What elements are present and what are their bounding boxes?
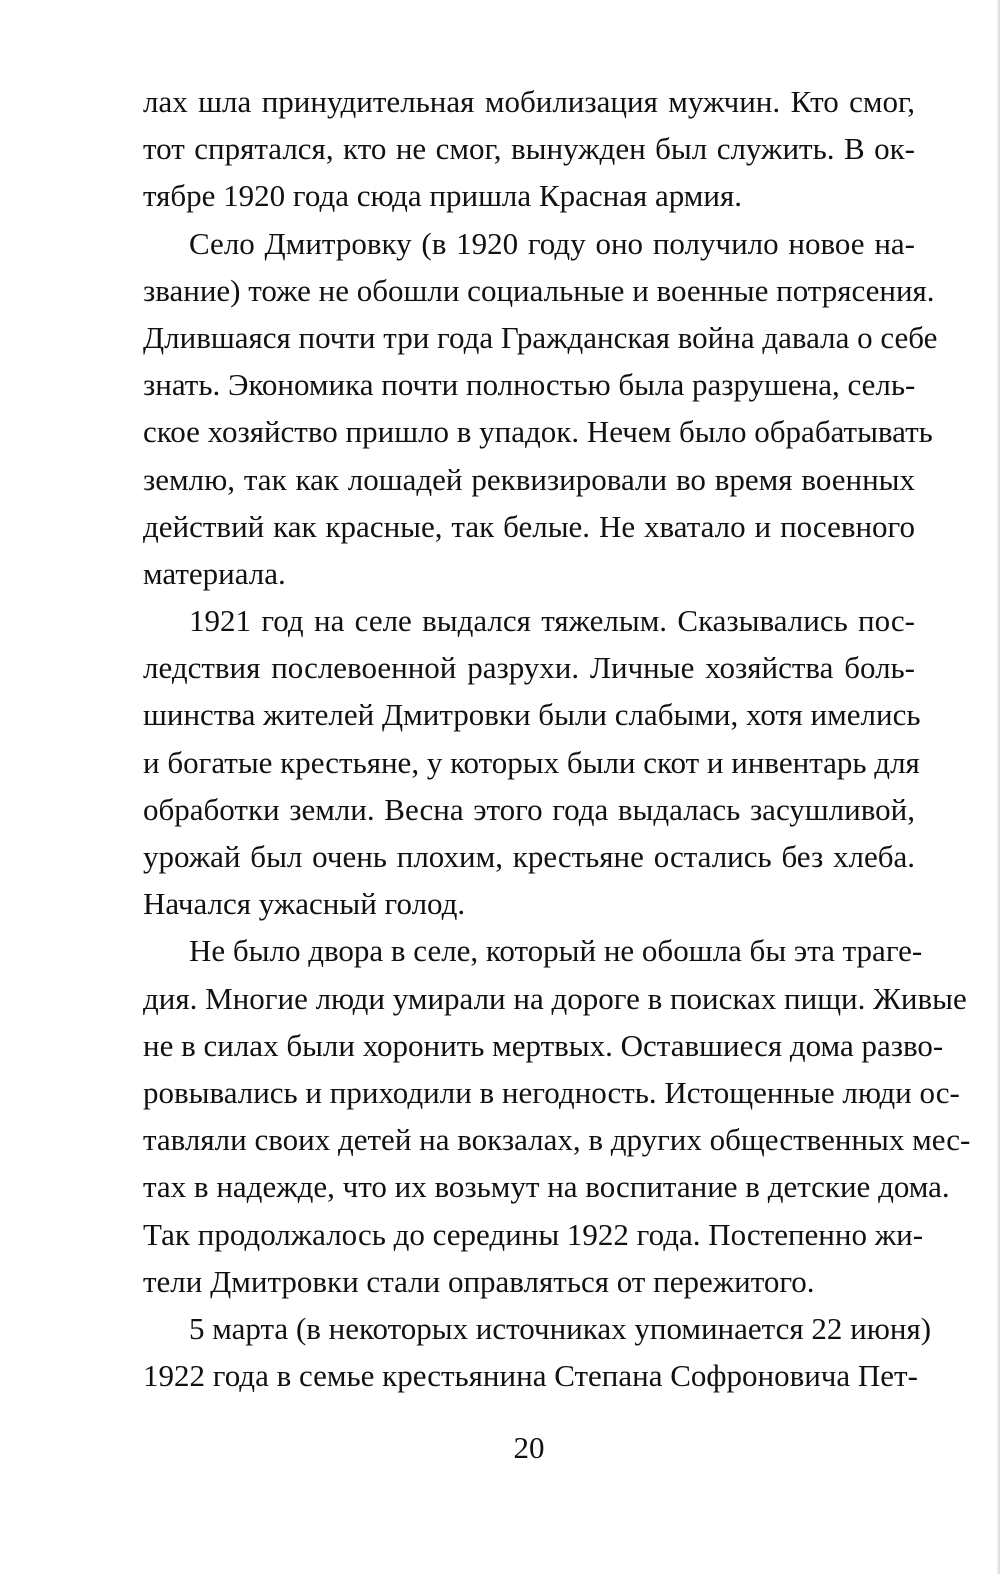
paragraph-first-line: 1921 год на селе выдался тяжелым. Сказывались пос- <box>189 603 915 639</box>
text-line: ское хозяйство пришло в упадок. Нечем было обрабатывать <box>143 414 933 450</box>
text-line: обработки земли. Весна этого года выдалась засушливой, <box>143 791 915 827</box>
text-line: тели Дмитровки стали оправляться от пережитого. <box>143 1263 815 1299</box>
text-line: ледствия послевоенной разрухи. Личные хозяйства боль- <box>143 650 915 686</box>
page-number: 20 <box>513 1430 545 1465</box>
text-line: и богатые крестьяне, у которых были скот и инвентарь для <box>143 744 920 780</box>
text-line: тябре 1920 года сюда пришла Красная армия. <box>143 178 742 214</box>
text-line: ровывались и приходили в негодность. Истощенные люди ос- <box>143 1074 960 1110</box>
text-line: действий как красные, так белые. Не хватало и посевного <box>143 508 915 544</box>
text-line: не в силах были хоронить мертвых. Оставшиеся дома разво- <box>143 1027 944 1063</box>
text-line: знать. Экономика почти полностью была разрушена, сель- <box>143 367 916 403</box>
text-line: материала. <box>143 555 286 591</box>
text-line: землю, так как лошадей реквизировали во время военных <box>143 461 915 497</box>
paragraph-first-line: Село Дмитровку (в 1920 году оно получило новое на- <box>189 225 915 261</box>
text-line: тот спрятался, кто не смог, вынужден был служить. В ок- <box>143 131 915 167</box>
text-line: 1922 года в семье крестьянина Степана Софроновича Пет- <box>143 1358 918 1394</box>
text-line: звание) тоже не обошли социальные и военные потрясения. <box>143 272 935 308</box>
text-line: тах в надежде, что их возьмут на воспитание в детские дома. <box>143 1169 950 1205</box>
text-line: Начался ужасный голод. <box>143 886 466 922</box>
text-line: тавляли своих детей на вокзалах, в других общественных мес- <box>143 1122 971 1158</box>
text-line: Так продолжалось до середины 1922 года. Постепенно жи- <box>143 1216 924 1252</box>
text-line: Длившаяся почти три года Гражданская война давала о себе <box>143 319 938 355</box>
page-edge-shadow <box>996 0 1000 1574</box>
body-text <box>143 78 971 1399</box>
text-line: лах шла принудительная мобилизация мужчин. Кто смог, <box>143 84 915 119</box>
paragraph-first-line: Не было двора в селе, который не обошла бы эта траге- <box>189 933 923 969</box>
text-line: шинства жителей Дмитровки были слабыми, хотя имелись <box>143 697 921 733</box>
paragraph-first-line: 5 марта (в некоторых источниках упоминается 22 июня) <box>189 1310 932 1346</box>
text-line: урожай был очень плохим, крестьяне остались без хлеба. <box>143 839 915 874</box>
text-line: дия. Многие люди умирали на дороге в поисках пищи. Живые <box>143 980 967 1016</box>
